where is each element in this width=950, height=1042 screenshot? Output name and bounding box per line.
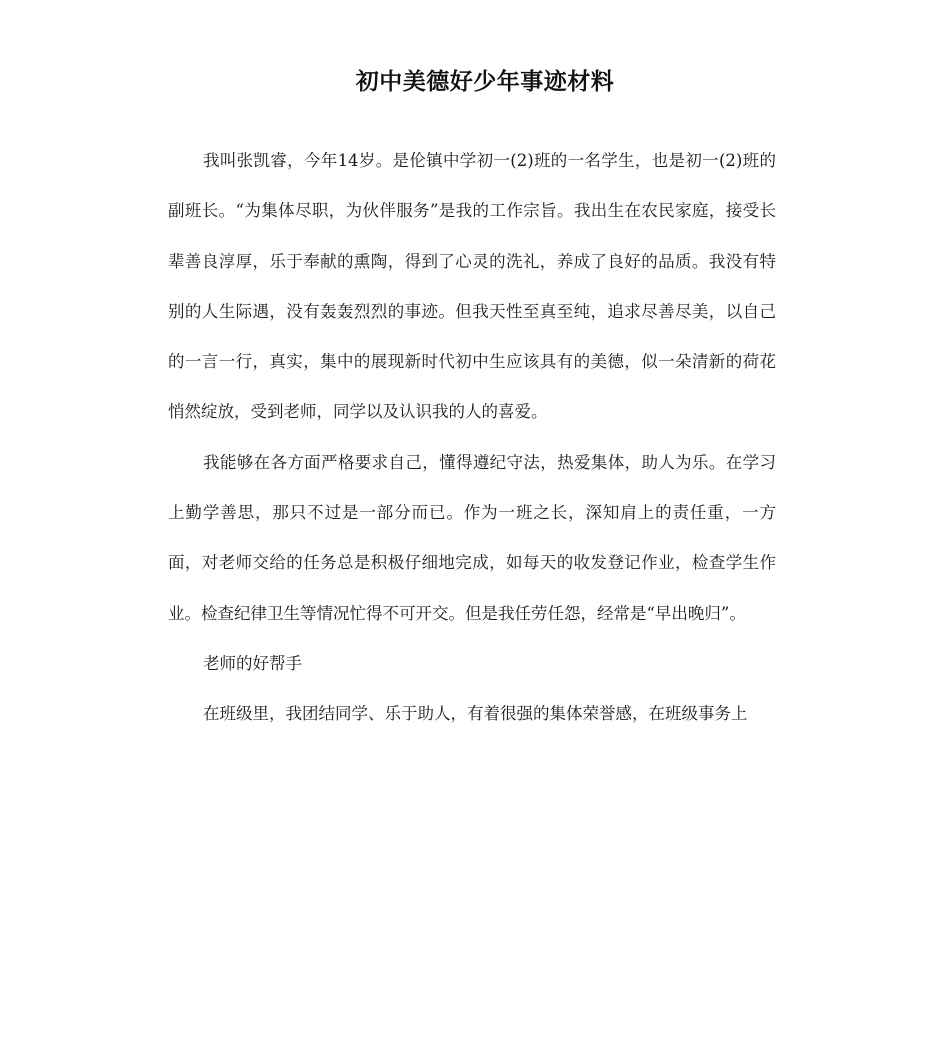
paragraph-class-affairs: 在班级里，我团结同学、乐于助人，有着很强的集体荣誉感，在班级事务上 <box>203 704 748 724</box>
document-title: 初中美德好少年事迹材料 <box>355 69 615 95</box>
paragraph-self-discipline: 我能够在各方面严格要求自己，懂得遵纪守法，热爱集体，助人为乐。在学习上勤学善思，那只不过是一部分而已。作为一班之长，深知肩上的责任重，一方面，对老师交给的任务总是积极仔细地完成，如每天的收发登记作业，检查学生作业。检查纪律卫生等情况忙得不可开交。但是我任劳任怨，经常是“早出晚归”。 <box>168 452 776 623</box>
section-heading-teacher-helper: 老师的好帮手 <box>203 653 302 673</box>
document-body <box>168 136 776 740</box>
paragraph-introduction: 我叫张凯睿，今年14岁。是伦镇中学初一(2)班的一名学生，也是初一(2)班的副班长。“为集体尽职，为伙伴服务”是我的工作宗旨。我出生在农民家庭，接受长辈善良淳厚，乐于奉献的熏陶，得到了心灵的洗礼，养成了良好的品质。我没有特别的人生际遇，没有轰轰烈烈的事迹。但我天性至真至纯，追求尽善尽美，以自己的一言一行，真实，集中的展现新时代初中生应该具有的美德，似一朵清新的荷花悄然绽放，受到老师，同学以及认识我的人的喜爱。 <box>168 151 776 422</box>
